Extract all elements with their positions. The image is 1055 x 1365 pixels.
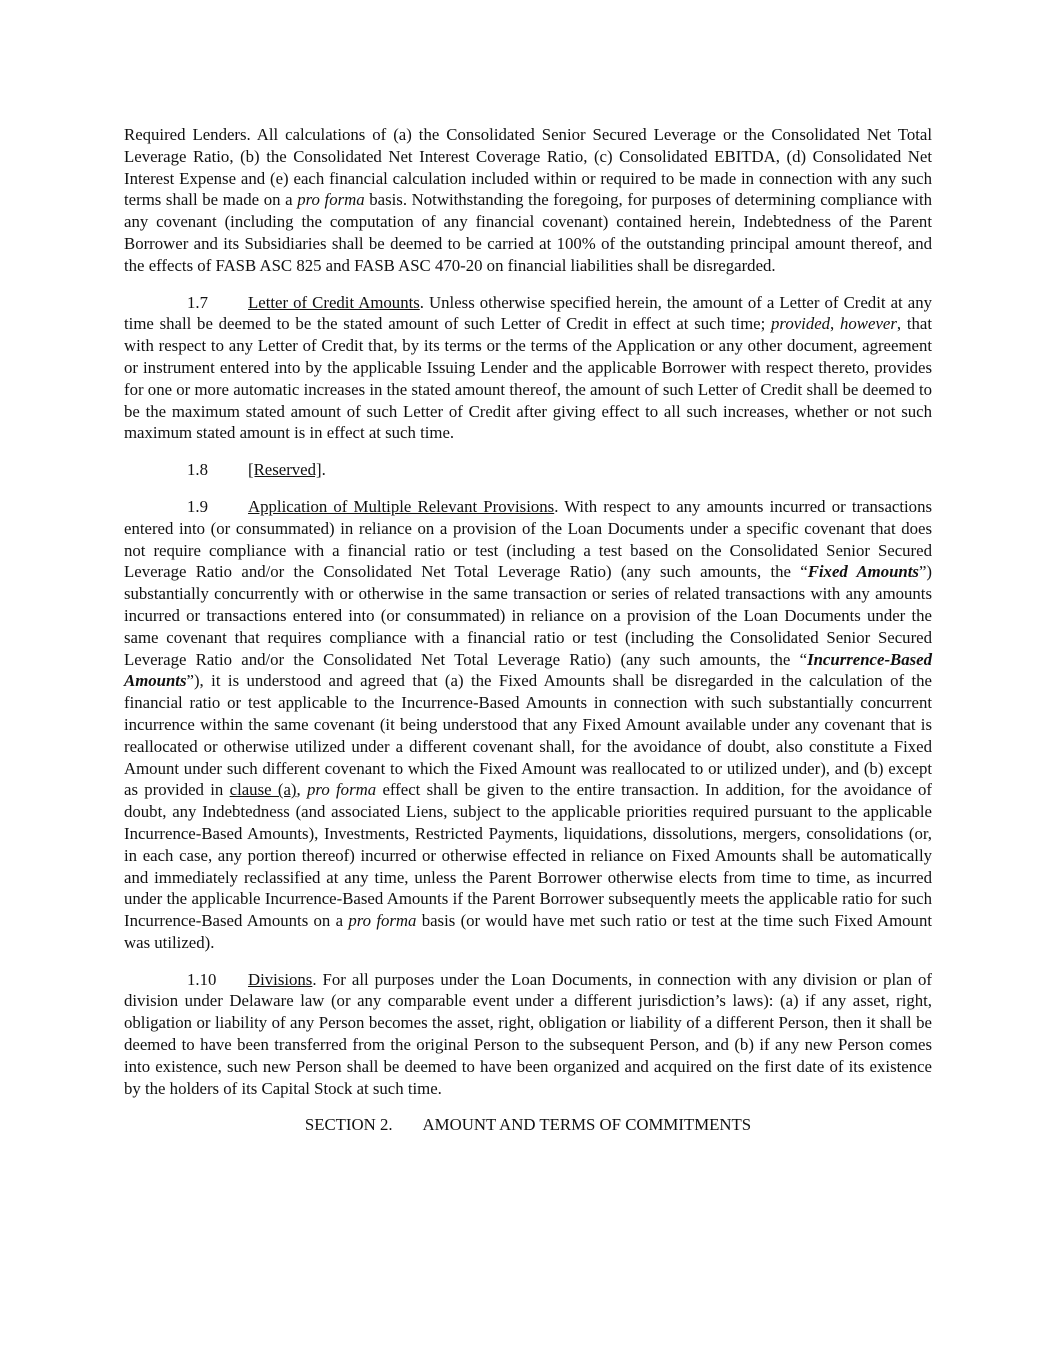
section-1-10: 1.10 Divisions. For all purposes under the Loan Documents, in connection with any division or plan of division under Delaware law (or any comparable event under a different jurisdiction’s laws): (a) if any asset, right, obligation or liability of any Person becomes the asset, right, obligation or liability of a different Person, then it shall be deemed to have been transferred from the original Person to the subsequent Person, and (b) if any new Person comes into existence, such new Person shall be deemed to have been organized and acquired on the first date of its existence by the holders of its Capital Stock at such time. xyxy=(124,969,932,1098)
section-heading-number: SECTION 2. xyxy=(304,1115,393,1135)
section-title: Application of Multiple Relevant Provisions xyxy=(248,496,555,516)
section-number: 1.8 xyxy=(187,460,208,480)
section-1-7: 1.7 Letter of Credit Amounts. Unless otherwise specified herein, the amount of a Letter of Credit at any time shall be deemed to be the stated amount of such Letter of Credit in effect at such time; provided, however, that with respect to any Letter of Credit that, by its terms or the terms of the Application or any other document, agreement or instrument entered into by the applicable Issuing Lender and the applicable Borrower with respect thereto, provides for one or more automatic increases in the stated amount thereof, the amount of such Letter of Credit shall be deemed to be the maximum stated amount of such Letter of Credit after giving effect to all such increases, whether or not such maximum stated amount is in effect at such time. xyxy=(124,292,933,443)
section-title: Letter of Credit Amounts xyxy=(248,292,420,312)
section-heading-title: AMOUNT AND TERMS OF COMMITMENTS xyxy=(422,1115,752,1135)
defined-term: Incurrence-Based Amounts xyxy=(124,649,932,691)
section-title: Divisions xyxy=(248,969,313,989)
document-page xyxy=(124,124,932,1151)
section-2-heading xyxy=(124,1114,932,1136)
defined-term: Fixed Amounts xyxy=(807,562,919,582)
section-1-9: 1.9 Application of Multiple Relevant Provisions. With respect to any amounts incurred or transactions entered into (or consummated) in reliance on a provision of the Loan Documents under a specific covenant that does not require compliance with a financial ratio or test (including a test based on the Consolidated Senior Secured Leverage Ratio and/or the Consolidated Net Total Leverage Ratio) (any such amounts, the “Fixed Amounts”) substantially concurrently with or otherwise in the same transaction or series of related transactions with any amounts incurred or transactions entered into (or consummated) in reliance on a provision of the Loan Documents under the same covenant that requires compliance with a financial ratio or test (including the Consolidated Senior Secured Leverage Ratio and/or the Consolidated Net Total Leverage Ratio) (any such amounts, the “Incurrence-Based Amounts”), it is understood and agreed that (a) the Fixed Amounts shall be disregarded in the calculation of the financial ratio or test applicable to the Incurrence-Based Amounts in connection with such substantially concurrent incurrence within the same covenant (it being understood that any Fixed Amount available under any covenant that is reallocated or otherwise utilized under a different covenant shall, for the avoidance of doubt, also constitute a Fixed Amount under such different covenant to which the Fixed Amount was reallocated to or utilized under), and (b) except as provided in clause (a), pro forma effect shall be given to the entire transaction. In addition, for the avoidance of doubt, any Indebtedness (and associated Liens, subject to the applicable priorities required pursuant to the applicable Incurrence-Based Amounts), Investments, Restricted Payments, liquidations, dissolutions, mergers, consolidations (or, in each case, any portion thereof) incurred or otherwise effected in reliance on Fixed Amounts shall be automatically and immediately reclassified at any time, unless the Parent Borrower otherwise elects from time to time, as incurred under the applicable Incurrence-Based Amounts if the Parent Borrower subsequently meets the applicable ratio for such Incurrence-Based Amounts on a pro forma basis (or would have met such ratio or test at the time such Fixed Amount was utilized). xyxy=(124,496,933,952)
section-number: 1.9 xyxy=(187,496,208,516)
section-title: [Reserved] xyxy=(248,460,322,480)
section-number: 1.7 xyxy=(187,292,208,312)
paragraph-calculations: Required Lenders. All calculations of (a) the Consolidated Senior Secured Leverage or the Consolidated Net Total Leverage Ratio, (b) the Consolidated Net Interest Coverage Ratio, (c) Consolidated EBITDA, (d) Consolidated Net Interest Expense and (e) each financial calculation included within or required to be made in connection with any such terms shall be made on a pro forma basis. Notwithstanding the foregoing, for purposes of determining compliance with any covenant (including the computation of any financial covenant) contained herein, Indebtedness of the Parent Borrower and its Subsidiaries shall be deemed to be carried at 100% of the outstanding principal amount thereof, and the effects of FASB ASC 825 and FASB ASC 470-20 on financial liabilities shall be disregarded. xyxy=(124,125,933,275)
section-1-8: 1.8 [Reserved]. xyxy=(187,460,326,480)
section-number: 1.10 xyxy=(187,969,217,989)
clause-reference: clause (a) xyxy=(229,780,297,800)
